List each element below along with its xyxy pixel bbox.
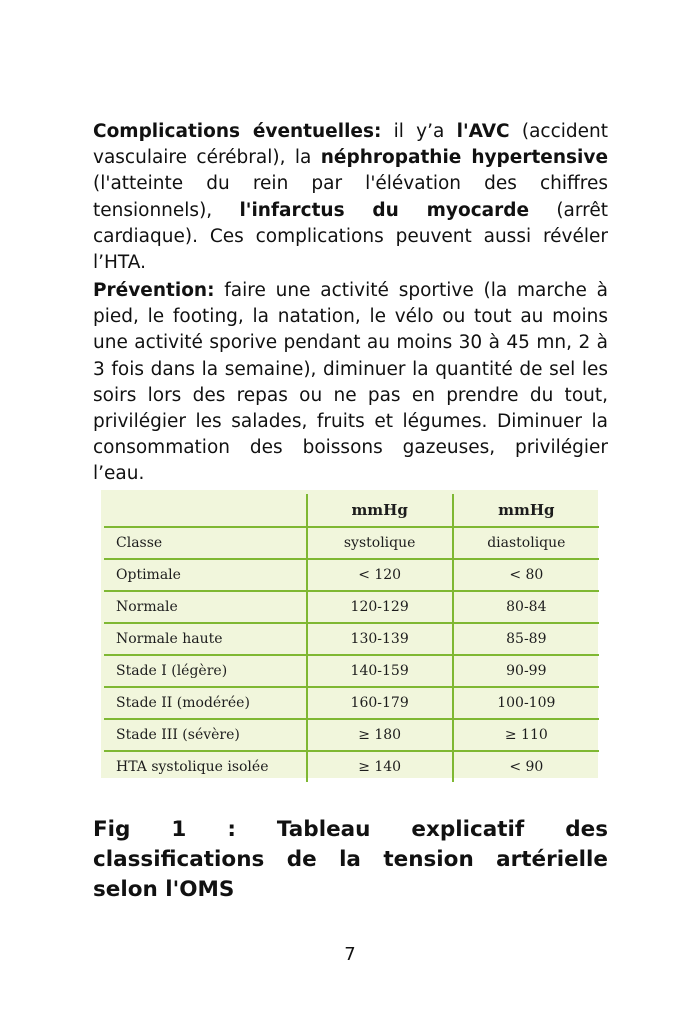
complications-text-1: il y’a: [381, 121, 457, 142]
table-header-cell: [104, 494, 307, 527]
table-cell: diastolique: [453, 527, 599, 559]
table-cell: systolique: [307, 527, 453, 559]
table-row: [104, 687, 599, 719]
table-cell: ≥ 180: [307, 719, 453, 751]
table-cell: 90-99: [453, 655, 599, 687]
table-cell: 100-109: [453, 687, 599, 719]
table-row: [104, 559, 599, 591]
table-cell: Classe: [104, 527, 307, 559]
complications-label: Complications éventuelles:: [93, 121, 382, 142]
complications-text-3: (l'atteinte du rein par l'élévation des chiffres tensionnels),: [93, 173, 608, 221]
table-row: [104, 655, 599, 687]
table-cell: Stade I (légère): [104, 655, 307, 687]
complications-text-4: (arrêt cardiaque). Ces complications peuvent aussi révéler l’HTA.: [93, 199, 609, 274]
table-cell: Stade III (sévère): [104, 719, 307, 751]
table-cell: < 80: [453, 559, 599, 591]
table-header-row: [104, 494, 599, 527]
table-cell: 140-159: [307, 655, 453, 687]
table-cell: HTA systolique isolée: [116, 759, 269, 775]
table-cell: 80-84: [453, 591, 599, 623]
table-cell: < 90: [453, 751, 599, 782]
page-number: 7: [344, 944, 356, 965]
table-cell: 85-89: [453, 623, 599, 655]
table-row: [104, 719, 599, 751]
table-cell: 120-129: [307, 591, 453, 623]
complications-text-2: (accident vasculaire cérébral), la: [93, 121, 608, 169]
table-header-cell: mmHg: [307, 494, 453, 527]
classification-table: [104, 494, 599, 782]
figure-caption: Fig 1 : Tableau explicatif des classifications de la tension artérielle selon l'OMS: [93, 817, 608, 902]
avc-term: l'AVC: [456, 121, 510, 142]
complications-paragraph: [93, 119, 608, 276]
table-cell: < 120: [307, 559, 453, 591]
nephropathie-term: néphropathie hypertensive: [320, 147, 608, 169]
table-row: [104, 591, 599, 623]
table-header-cell: mmHg: [453, 494, 599, 527]
table-row: [104, 751, 599, 782]
table-cell: 130-139: [307, 623, 453, 655]
prevention-paragraph: [93, 278, 608, 488]
blood-pressure-table: [101, 490, 598, 778]
prevention-label: Prévention:: [93, 280, 215, 301]
table-cell: Stade II (modérée): [104, 687, 307, 719]
table-cell: ≥ 110: [453, 719, 599, 751]
prevention-text: faire une activité sportive (la marche à pied, le footing, la natation, le vélo ou tout au moins une activité sporive pendant au moins 30 à 45 mn, 2 à 3 fois dans la semaine), diminuer la quantité de sel les soirs lors des repas ou ne pas en prendre du tout, privilégier les salades, fruits et légumes. Diminuer la consommation des boissons gazeuses, privilégier l’eau.: [93, 280, 608, 485]
table-row: [104, 623, 599, 655]
table-cell: 160-179: [307, 687, 453, 719]
infarctus-term: l'infarctus du myocarde: [239, 199, 530, 221]
table-cell: Optimale: [104, 559, 307, 591]
table-cell: ≥ 140: [307, 751, 453, 782]
table-cell: Normale: [104, 591, 307, 623]
table-cell: Normale haute: [104, 623, 307, 655]
table-row: [104, 527, 599, 559]
